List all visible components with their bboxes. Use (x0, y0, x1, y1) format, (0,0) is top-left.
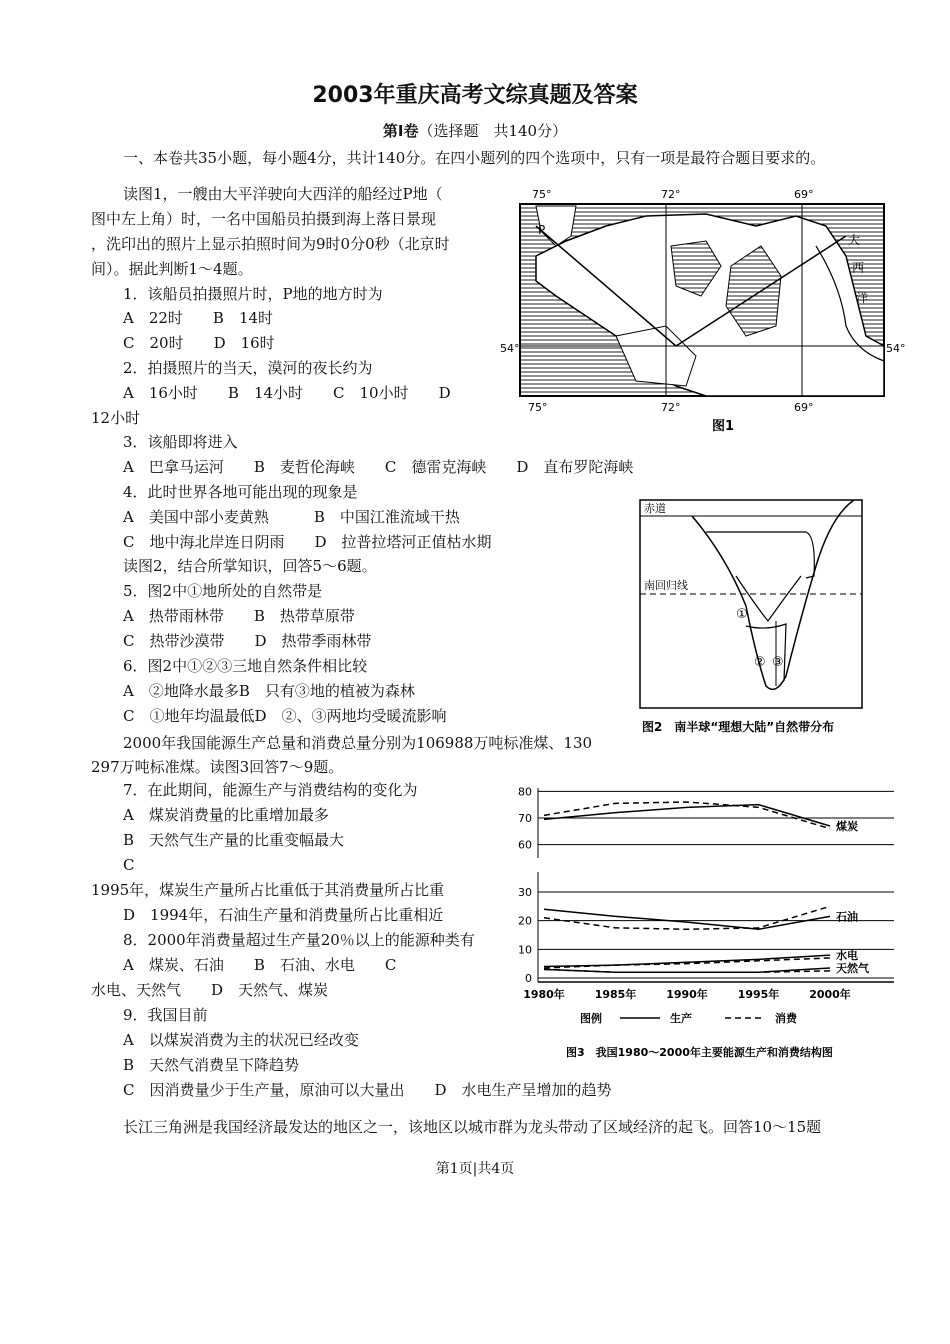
option: A 煤炭、石油 B 石油、水电 C (123, 956, 397, 974)
text-line: 2000年我国能源生产总量和消费总量分别为106988万吨标准煤、130 (123, 734, 593, 752)
page-title: 2003年重庆高考文综真题及答案 (312, 83, 638, 108)
y-tick-label: 70 (518, 812, 532, 825)
x-tick-label: 2000年 (809, 988, 851, 1001)
y-tick-label: 10 (518, 943, 532, 957)
mark-2: ② (754, 655, 766, 670)
option: A 煤炭消费量的比重增加最多 (123, 806, 329, 824)
section-bold: 第I卷 (382, 122, 419, 140)
figure-3-caption: 图3 我国1980～2000年主要能源生产和消费结构图 (566, 1046, 833, 1059)
y-tick-label: 80 (518, 785, 532, 799)
legend-consumption: 消费 (775, 1012, 797, 1025)
series-line (544, 906, 830, 929)
question: 5．图2中①地所处的自然带是 (123, 582, 323, 600)
question: 4．此时世界各地可能出现的现象是 (123, 483, 358, 501)
y-tick-label: 30 (518, 886, 532, 899)
x-tick-label: 1985年 (594, 988, 637, 1001)
option: D 1994年，石油生产量和消费量所占比重相近 (123, 906, 444, 924)
question: 3．该船即将进入 (123, 433, 238, 451)
ocean-label: 洋 (856, 291, 869, 305)
series-label: 水电 (836, 949, 858, 963)
mark-3: ③ (772, 655, 784, 670)
lon-label: 72° (661, 188, 681, 201)
x-tick-label: 1980年 (523, 988, 565, 1001)
legend-title: 图例 (580, 1012, 602, 1025)
text-line: 读图2，结合所掌知识，回答5～6题。 (123, 557, 377, 575)
lon-label: 75° (532, 188, 552, 201)
instruction: 一、本卷共35小题，每小题4分，共计140分。在四小题列的四个选项中，只有一项是最符合题目要求的。 (123, 149, 826, 167)
option: A 美国中部小麦黄熟 B 中国江淮流域干热 (123, 508, 460, 526)
text-line: 间）。据此判断1～4题。 (91, 260, 253, 278)
series-label: 天然气 (836, 961, 869, 975)
option: 1995年，煤炭生产量所占比重低于其消费量所占比重 (91, 881, 445, 899)
text-line: 297万吨标准煤。读图3回答7～9题。 (91, 758, 344, 776)
option: A 热带雨林带 B 热带草原带 (123, 607, 355, 625)
option: A 以煤炭消费为主的状况已经改变 (123, 1031, 359, 1049)
option: C 热带沙漠带 D 热带季雨林带 (123, 632, 372, 650)
lon-label: 69° (794, 188, 814, 201)
lat-label: 54° (886, 342, 906, 355)
lon-label: 75° (528, 401, 548, 414)
text-line: 读图1，一艘由大平洋驶向大西洋的船经过P地（ (123, 185, 443, 203)
mark-1: ① (736, 607, 748, 622)
option: B 天然气消费呈下降趋势 (123, 1056, 300, 1074)
question: 7．在此期间，能源生产与消费结构的变化为 (123, 781, 418, 799)
ocean-label: 大 (848, 233, 861, 247)
y-tick-label: 0 (525, 972, 532, 985)
page-footer: 第1页|共4页 (435, 1161, 515, 1177)
figure-1-caption: 图1 (712, 419, 735, 434)
y-tick-label: 60 (518, 838, 532, 852)
legend-production: 生产 (670, 1012, 692, 1025)
equator-label: 赤道 (644, 502, 666, 515)
option: 12小时 (91, 409, 141, 427)
option: A 巴拿马运河 B 麦哲伦海峡 C 德雷克海峡 D 直布罗陀海峡 (123, 458, 634, 476)
text-line: ，洗印出的照片上显示拍照时间为9时0分0秒（北京时 (91, 235, 450, 253)
question: 8．2000年消费量超过生产量20％以上的能源种类有 (123, 931, 475, 949)
option: C 地中海北岸连日阴雨 D 拉普拉塔河正值枯水期 (123, 533, 492, 551)
series-line (544, 955, 830, 966)
option: C 因消费量少于生产量，原油可以大量出 D 水电生产呈增加的趋势 (123, 1081, 612, 1099)
figure-2-continent (636, 496, 866, 742)
question: 2．拍摄照片的当天，漠河的夜长约为 (123, 359, 373, 377)
option: B 天然气生产量的比重变幅最大 (123, 831, 345, 849)
text-line: 图中左上角）时，一名中国船员拍摄到海上落日景现 (91, 210, 437, 228)
lon-label: 69° (794, 401, 814, 414)
y-tick-label: 20 (518, 914, 532, 928)
figure-3-chart (510, 780, 910, 1070)
option: A 16小时 B 14小时 C 10小时 D (123, 384, 451, 402)
option: A ②地降水最多B 只有③地的植被为森林 (123, 682, 415, 700)
x-tick-label: 1995年 (737, 988, 780, 1001)
tropic-label: 南回归线 (644, 579, 688, 592)
x-tick-label: 1990年 (666, 988, 708, 1001)
lon-label: 72° (661, 401, 681, 414)
option: C ①地年均温最低D ②、③两地均受暖流影响 (123, 707, 447, 725)
series-label: 石油 (836, 910, 858, 924)
option: A 22时 B 14时 (123, 309, 274, 327)
series-line (544, 958, 830, 968)
ocean-label: 西 (852, 261, 865, 275)
section-heading (0, 120, 950, 141)
series-label: 煤炭 (836, 820, 858, 833)
question: 1．该船员拍摄照片时，P地的地方时为 (123, 285, 383, 303)
figure-2-caption: 图2 南半球“理想大陆”自然带分布 (642, 720, 835, 734)
section-rest: （选择题 共140分） (418, 122, 568, 140)
option: C (123, 856, 135, 874)
option: 水电、天然气 D 天然气、煤炭 (91, 981, 329, 999)
question: 9．我国目前 (123, 1006, 208, 1024)
point-p: P (538, 223, 546, 237)
question: 6．图2中①②③三地自然条件相比较 (123, 657, 368, 675)
option: C 20时 D 16时 (123, 334, 275, 352)
figure-1-map (496, 186, 910, 436)
lat-label: 54° (500, 342, 520, 355)
text-line: 长江三角洲是我国经济最发达的地区之一，该地区以城市群为龙头带动了区域经济的起飞。回答10～15题 (123, 1118, 822, 1136)
